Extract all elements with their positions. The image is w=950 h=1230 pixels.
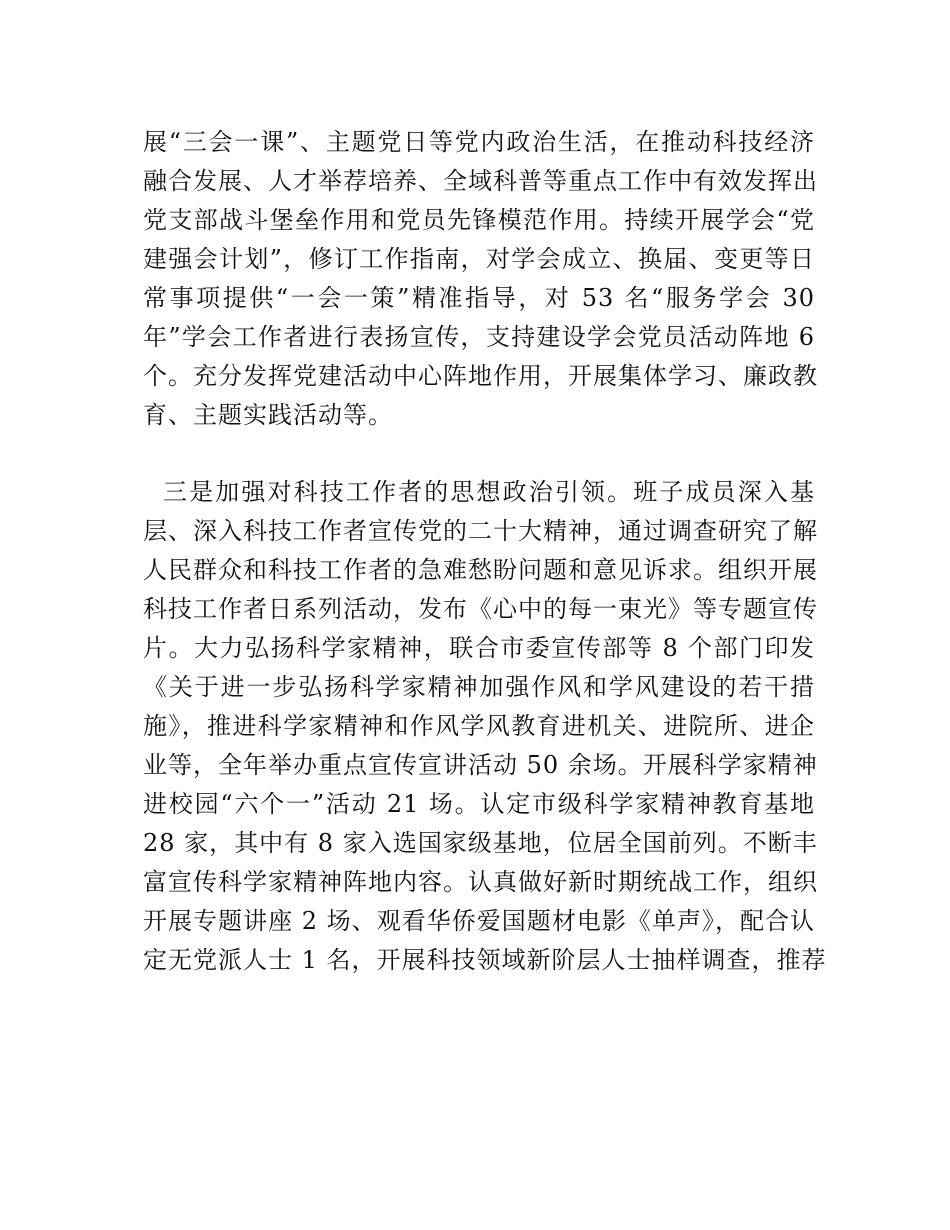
paragraph-2 [143, 473, 827, 980]
paragraph-1 [143, 123, 818, 435]
paragraph-line: 展“三会一课”、主题党日等党内政治生活，在推动科技经济 [143, 128, 815, 156]
paragraph-line: 富宣传科学家精神阵地内容。认真做好新时期统战工作，组织 [143, 868, 818, 896]
paragraph-line: 业等，全年举办重点宣传宣讲活动 50 余场。开展科学家精神 [143, 751, 818, 779]
paragraph-line: 定无党派人士 1 名，开展科技领域新阶层人士抽样调查，推荐 [143, 946, 827, 974]
paragraph-line: 个。充分发挥党建活动中心阵地作用，开展集体学习、廉政教 [143, 362, 818, 390]
paragraph-line: 施》，推进科学家精神和作风学风教育进机关、进院所、进企 [143, 712, 815, 740]
paragraph-line: 科技工作者日系列活动，发布《心中的每一束光》等专题宣传 [143, 595, 818, 623]
paragraph-line: 年”学会工作者进行表扬宣传，支持建设学会党员活动阵地 6 [143, 323, 815, 351]
paragraph-line: 28 家，其中有 8 家入选国家级基地，位居全国前列。不断丰 [143, 829, 818, 857]
paragraph-line: 三是加强对科技工作者的思想政治引领。班子成员深入基 [163, 478, 815, 506]
paragraph-line: 《关于进一步弘扬科学家精神加强作风和学风建设的若干措 [143, 673, 815, 701]
paragraph-line: 片。大力弘扬科学家精神，联合市委宣传部等 8 个部门印发 [143, 634, 815, 662]
paragraph-line: 人民群众和科技工作者的急难愁盼问题和意见诉求。组织开展 [143, 556, 818, 584]
paragraph-line: 常事项提供“一会一策”精准指导，对 53 名“服务学会 30 [143, 284, 815, 312]
paragraph-line: 融合发展、人才举荐培养、全域科普等重点工作中有效发挥出 [143, 167, 818, 195]
paragraph-line: 党支部战斗堡垒作用和党员先锋模范作用。持续开展学会“党 [143, 206, 815, 234]
paragraph-line: 层、深入科技工作者宣传党的二十大精神，通过调查研究了解 [143, 517, 818, 545]
paragraph-line: 建强会计划”，修订工作指南，对学会成立、换届、变更等日 [143, 245, 815, 273]
paragraph-line: 开展专题讲座 2 场、观看华侨爱国题材电影《单声》，配合认 [143, 907, 815, 935]
paragraph-line: 进校园“六个一”活动 21 场。认定市级科学家精神教育基地 [143, 790, 815, 818]
paragraph-line: 育、主题实践活动等。 [143, 401, 393, 429]
